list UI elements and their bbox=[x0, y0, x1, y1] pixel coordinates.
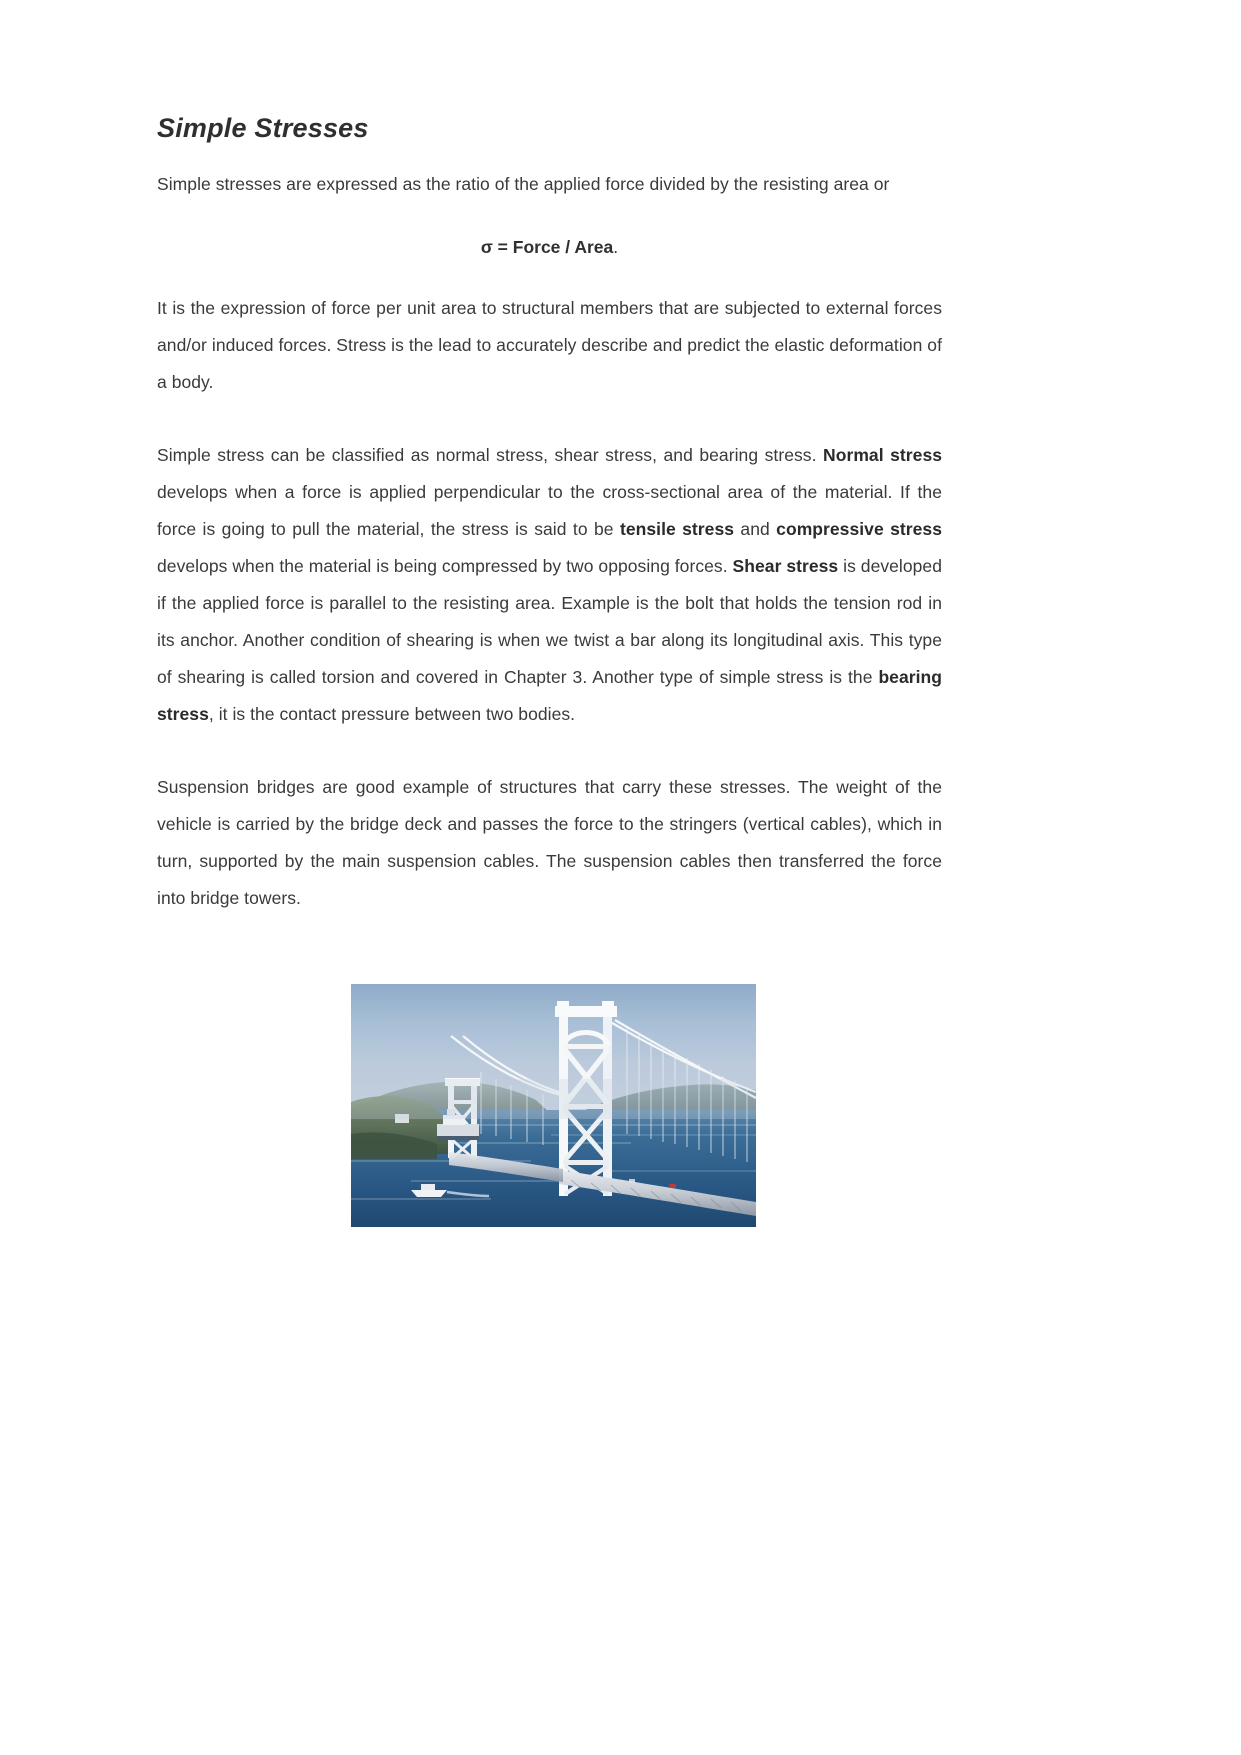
classification-text-4: develops when the material is being compressed by two opposing forces. bbox=[157, 556, 733, 577]
document-content bbox=[157, 112, 942, 917]
suspension-bridge-photo bbox=[351, 984, 756, 1227]
classification-text-2: develops when a force is applied perpendicular to the cross-sectional area of the material. If the force is going to pull the material, the stress is said to be bbox=[157, 482, 942, 540]
stress-formula bbox=[157, 229, 942, 266]
haze-overlay bbox=[351, 1079, 756, 1119]
classification-text-5: is developed if the applied force is parallel to the resisting area. Example is the bolt that holds the tension rod in its anchor. Another condition of shearing is when we twist a bar along its longitudinal axis. This type of shearing is called torsion and covered in Chapter 3. Another type of simple stress is the bbox=[157, 556, 942, 688]
page-title: Simple Stresses bbox=[157, 113, 369, 143]
term-shear-stress: Shear stress bbox=[732, 556, 839, 577]
classification-text-3: and bbox=[734, 519, 777, 540]
formula-period: . bbox=[613, 237, 619, 258]
figure-suspension-bridge bbox=[351, 984, 756, 1227]
bridge-illustration bbox=[351, 984, 756, 1227]
vehicle-white bbox=[629, 1179, 635, 1183]
paragraph-definition: It is the expression of force per unit area to structural members that are subjected to external forces and/or induced forces. Stress is the lead to accurately describe and predict the elastic deformation of a body. bbox=[157, 298, 942, 393]
paragraph-classification bbox=[157, 437, 942, 733]
formula-expression: σ = Force / Area bbox=[480, 237, 614, 258]
term-tensile-stress: tensile stress bbox=[619, 519, 735, 540]
term-bearing-stress: bearing stress bbox=[157, 667, 942, 725]
vehicle-red bbox=[669, 1184, 676, 1188]
paragraph-intro: Simple stresses are expressed as the ratio of the applied force divided by the resisting area or bbox=[157, 174, 890, 195]
classification-text-6: , it is the contact pressure between two bodies. bbox=[208, 704, 576, 725]
paragraph-suspension-bridges: Suspension bridges are good example of structures that carry these stresses. The weight of the vehicle is carried by the bridge deck and passes the force to the stringers (vertical cables), which in turn, supported by the main suspension cables. The suspension cables then transferred the force into bridge towers. bbox=[157, 777, 942, 909]
term-normal-stress: Normal stress bbox=[823, 445, 943, 466]
term-compressive-stress: compressive stress bbox=[776, 519, 942, 540]
classification-text-1: Simple stress can be classified as normal stress, shear stress, and bearing stress. bbox=[157, 445, 824, 466]
